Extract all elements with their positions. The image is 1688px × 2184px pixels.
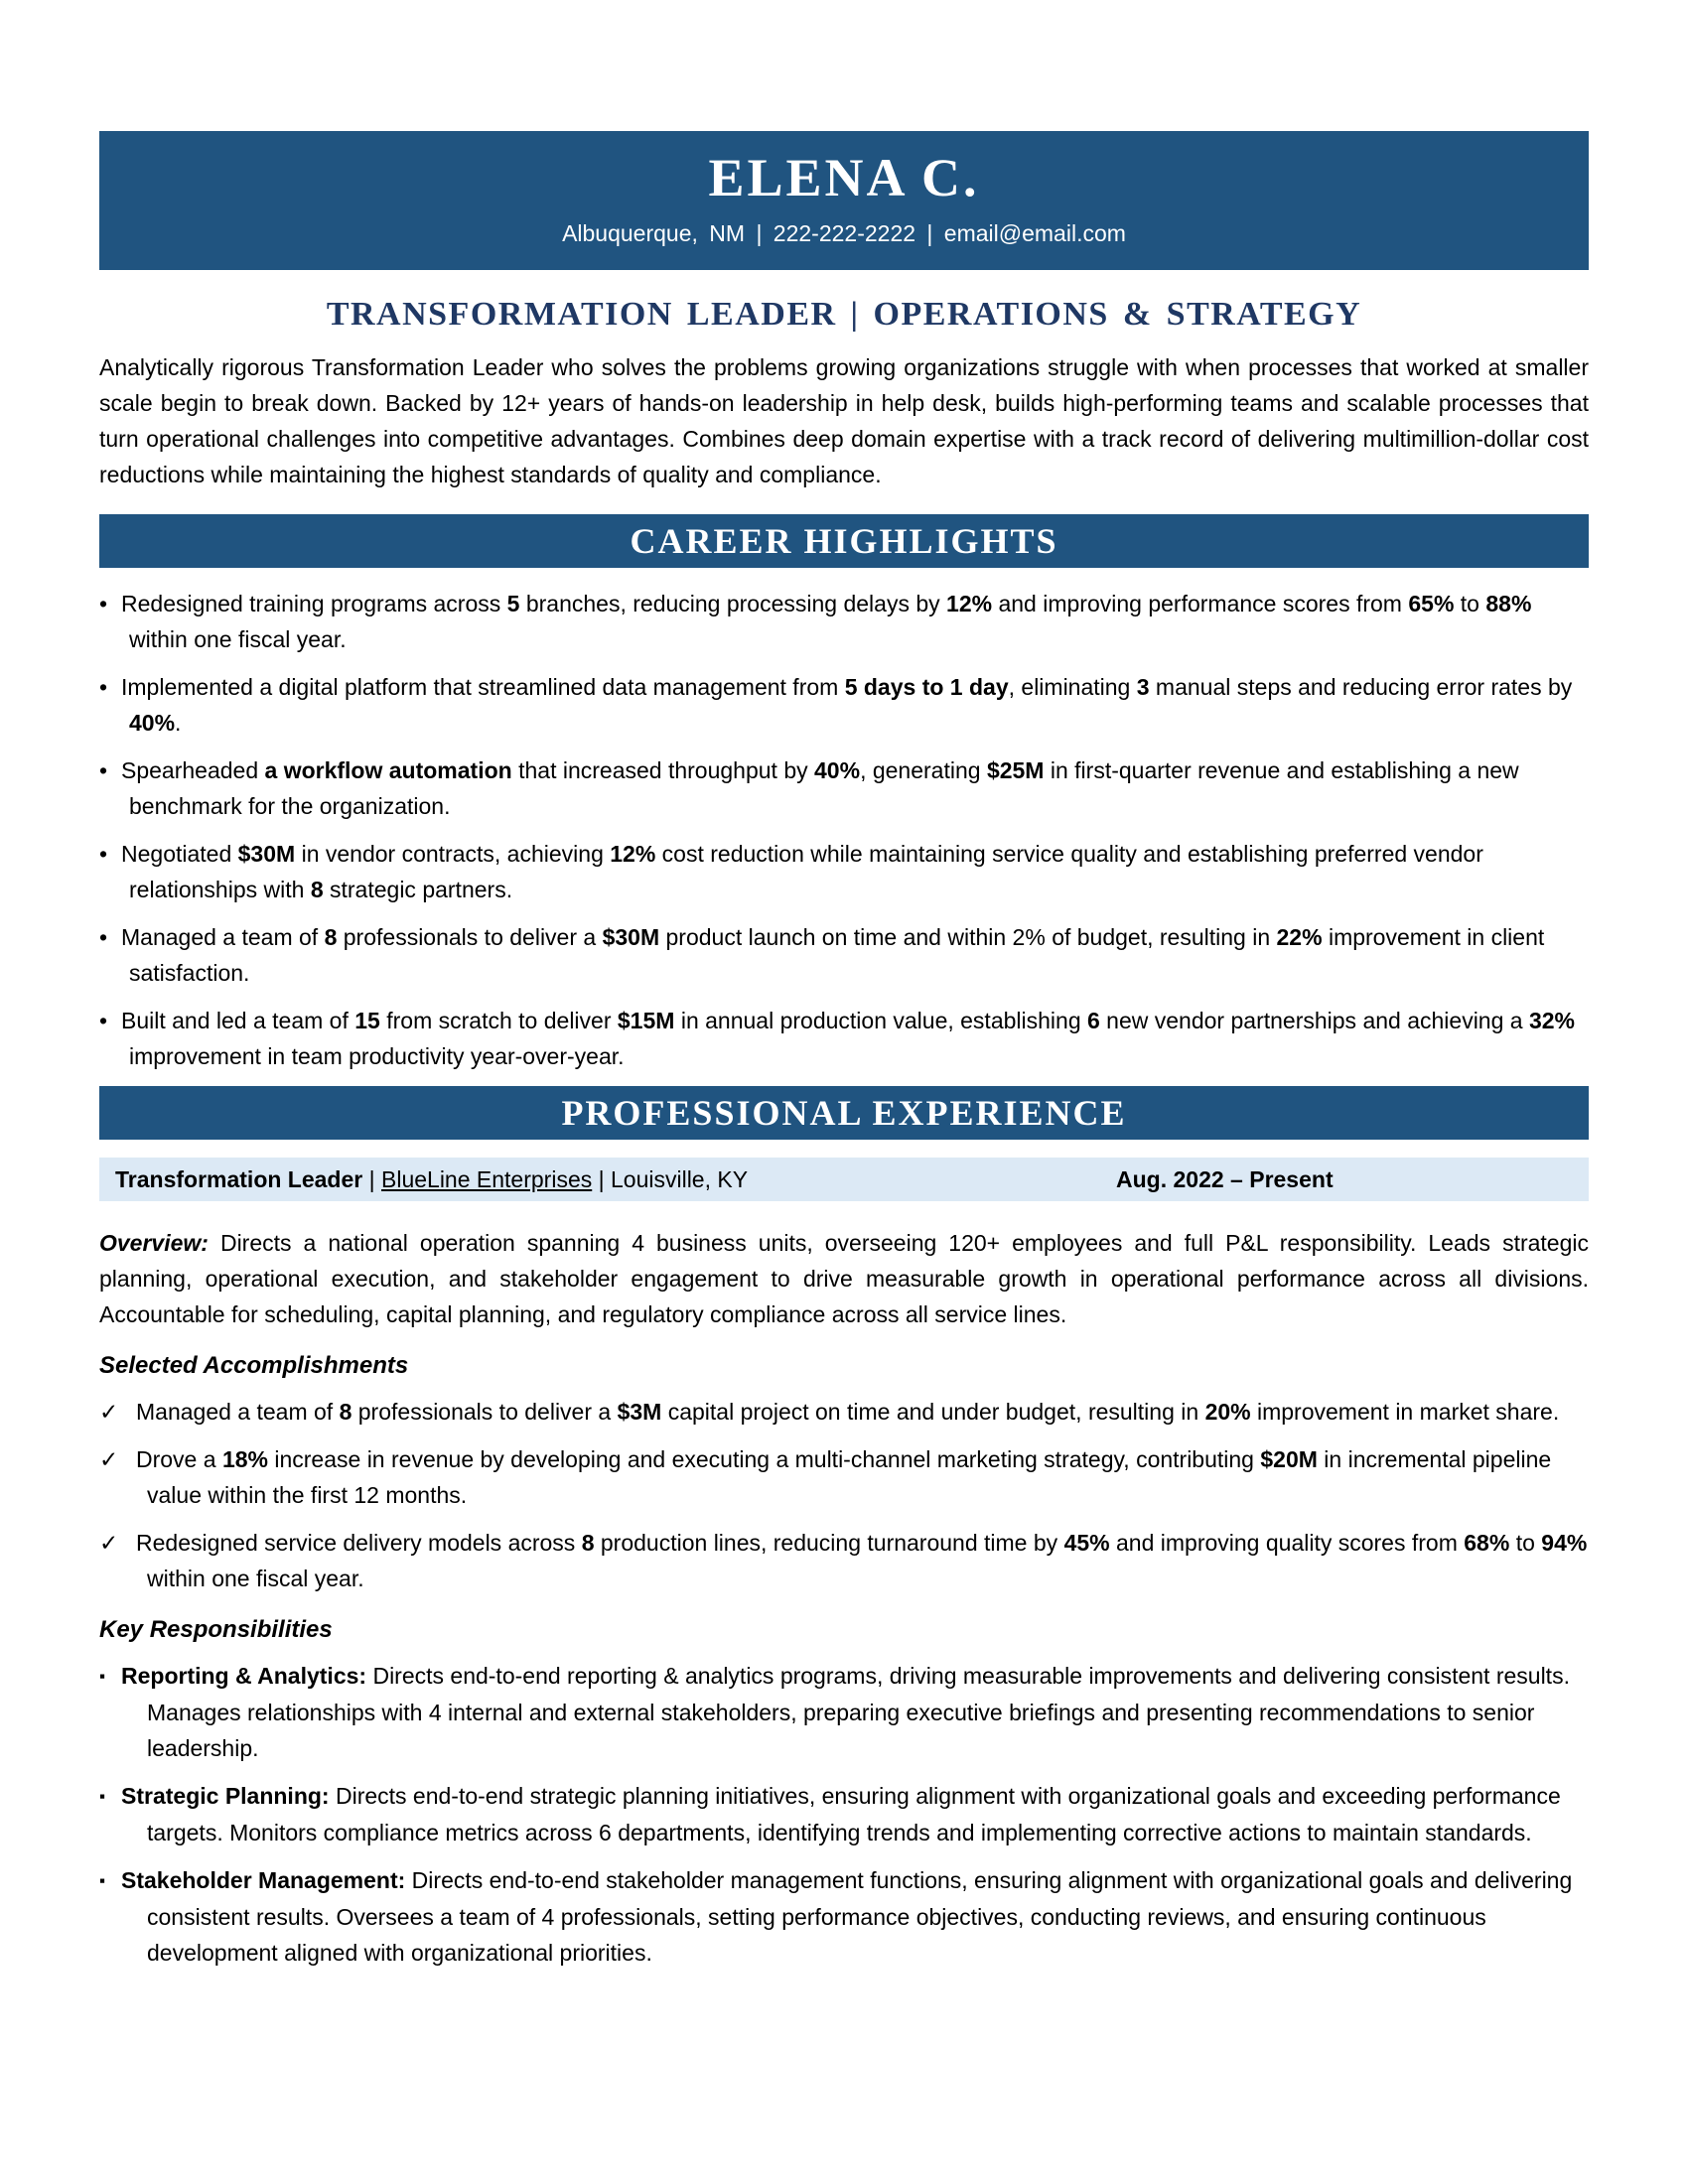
text-run: to [1509, 1530, 1542, 1556]
text-run: strategic partners. [323, 877, 513, 902]
text-run: 3 [1136, 674, 1150, 700]
text-run: | [362, 1165, 381, 1192]
text-run: 15 [354, 1008, 380, 1033]
bullet-marker: • [99, 674, 108, 700]
text-run: capital project on time and under budget, resulting in [661, 1399, 1205, 1425]
text-run: branches, reducing processing delays by [519, 591, 947, 616]
text-run: 8 [310, 877, 324, 902]
text-run: improvement in market share. [1250, 1399, 1560, 1425]
text-run: and improving performance scores from [992, 591, 1409, 616]
text-run: Negotiated [121, 841, 238, 867]
text-run: from scratch to deliver [379, 1008, 618, 1033]
text-run: 94% [1541, 1530, 1588, 1556]
text-run: $15M [617, 1008, 675, 1033]
bullet-marker: ✓ [99, 1530, 119, 1556]
text-run: in vendor contracts, achieving [295, 841, 611, 867]
text-run: improvement in client satisfaction. [129, 924, 1545, 986]
text-run: professionals to deliver a [337, 924, 603, 950]
key-responsibilities-list [99, 1658, 1589, 1971]
bullet-text [121, 674, 1572, 736]
text-run: 68% [1464, 1530, 1510, 1556]
text-run: 22% [1276, 924, 1323, 950]
bullet-marker: • [99, 924, 108, 950]
key-responsibilities-heading: Key Responsibilities [99, 1616, 333, 1643]
bullet-text [121, 1783, 1561, 1845]
text-run: in incremental pipeline value within the first 12 months. [147, 1446, 1552, 1508]
text-run: Managed a team of [121, 924, 325, 950]
text-run: 5 days to 1 day [844, 674, 1009, 700]
text-run: professionals to deliver a [352, 1399, 618, 1425]
text-run: manual steps and reducing error rates by [1149, 674, 1573, 700]
text-run: , generating [860, 757, 987, 783]
text-run: 18% [221, 1446, 268, 1472]
text-run: 12% [610, 841, 656, 867]
text-run: 8 [324, 924, 338, 950]
text-run: | Louisville, KY [592, 1165, 749, 1192]
list-item [99, 836, 1589, 907]
text-run: new vendor partnerships and achieving a [1099, 1008, 1529, 1033]
text-run: that increased throughput by [511, 757, 815, 783]
list-item [99, 919, 1589, 991]
bullet-marker: ▪ [99, 1787, 106, 1806]
text-run: to [1454, 591, 1486, 616]
text-run: Implemented a digital platform that streamlined data management from [121, 674, 845, 700]
text-run: and improving quality scores from [1109, 1530, 1465, 1556]
text-run: 12% [946, 591, 993, 616]
bullet-text [121, 1008, 1575, 1069]
text-run: in annual production value, establishing [674, 1008, 1087, 1033]
text-run: Reporting & Analytics: [121, 1663, 367, 1689]
text-run: 20% [1204, 1399, 1251, 1425]
job-header-row [99, 1158, 1589, 1201]
text-run: $25M [986, 757, 1045, 783]
selected-accomplishments-list [99, 1394, 1589, 1596]
text-run: improvement in team productivity year-over-year. [129, 1043, 625, 1069]
bullet-text [121, 757, 1519, 819]
text-run: 5 [506, 591, 520, 616]
text-run: 8 [339, 1399, 352, 1425]
list-item [99, 1658, 1589, 1766]
bullet-marker: • [99, 591, 108, 616]
bullet-marker: • [99, 1008, 108, 1033]
list-item [99, 586, 1589, 657]
job-title-company [115, 1166, 1116, 1193]
text-run: Directs a national operation spanning 4 business units, overseeing 120+ employees and full P&L responsibility. Leads strategic planning, operational execution, and stakeholder engagement to drive measurable growth in operational performance across all divisions. Accountable for scheduling, capital planning, and regulatory compliance across all service lines. [99, 1230, 1589, 1327]
bullet-marker: ✓ [99, 1399, 119, 1425]
bullet-marker: • [99, 757, 108, 783]
selected-accomplishments-heading: Selected Accomplishments [99, 1352, 409, 1379]
text-run: cost reduction while maintaining service quality and establishing preferred vendor relationships with [129, 841, 1483, 902]
text-run: Redesigned service delivery models across [136, 1530, 582, 1556]
text-run: 40% [129, 710, 176, 736]
job-dates: Aug. 2022 – Present [1116, 1165, 1334, 1192]
bullet-text [136, 1530, 1587, 1591]
text-run: Strategic Planning: [121, 1783, 330, 1809]
text-run: 65% [1408, 591, 1455, 616]
text-run: Built and led a team of [121, 1008, 355, 1033]
text-run: increase in revenue by developing and executing a multi-channel marketing strategy, contributing [267, 1446, 1261, 1472]
text-run: $3M [617, 1399, 662, 1425]
text-run: 6 [1087, 1008, 1100, 1033]
summary-paragraph: Analytically rigorous Transformation Leader who solves the problems growing organizations struggle with when processes that worked at smaller scale begin to break down. Backed by 12+ years of hands-on leadership in help desk, builds high-performing teams and scalable processes that turn operational challenges into competitive advantages. Combines deep domain expertise with a track record of delivering multimillion-dollar cost reductions while maintaining the highest standards of quality and compliance. [99, 354, 1589, 487]
bullet-marker: ▪ [99, 1871, 106, 1890]
text-run: Drove a [136, 1446, 222, 1472]
text-run: Redesigned training programs across [121, 591, 507, 616]
header-banner [99, 131, 1589, 270]
text-run: Directs end-to-end reporting & analytics programs, driving measurable improvements and delivering consistent results. Manages relationships with 4 internal and external stakeholders, preparing executive briefings and presenting recommendations to senior leadership. [147, 1663, 1570, 1761]
contact-line: Albuquerque, NM | 222-222-2222 | email@email.com [562, 220, 1126, 246]
text-run: a workflow automation [264, 757, 512, 783]
bullet-marker: • [99, 841, 108, 867]
text-run: Spearheaded [121, 757, 265, 783]
bullet-marker: ▪ [99, 1667, 106, 1686]
list-item [99, 1525, 1589, 1596]
text-run: $30M [602, 924, 660, 950]
text-run: 45% [1063, 1530, 1110, 1556]
bullet-text [121, 841, 1483, 902]
text-run: Overview: [99, 1230, 209, 1256]
list-item [99, 669, 1589, 741]
text-run: product launch on time and within 2% of budget, resulting in [659, 924, 1277, 950]
text-run: Stakeholder Management: [121, 1867, 406, 1893]
text-run: Managed a team of [136, 1399, 340, 1425]
bullet-text [121, 1867, 1572, 1966]
bullet-text [136, 1399, 1559, 1425]
bullet-text [121, 1663, 1570, 1761]
bullet-text [121, 591, 1531, 652]
section-heading-professional-experience: PROFESSIONAL EXPERIENCE [99, 1086, 1589, 1140]
text-run: 40% [814, 757, 861, 783]
bullet-marker: ✓ [99, 1446, 119, 1472]
job-overview-paragraph [99, 1225, 1589, 1332]
candidate-name: ELENA C. [708, 148, 980, 207]
text-run: production lines, reducing turnaround time by [594, 1530, 1064, 1556]
text-run: , eliminating [1008, 674, 1137, 700]
text-run: BlueLine Enterprises [381, 1165, 593, 1192]
text-run: . [175, 710, 182, 736]
career-highlights-list [99, 586, 1589, 1074]
text-run: Transformation Leader [115, 1165, 363, 1192]
text-run: in first-quarter revenue and establishing a new benchmark for the organization. [129, 757, 1519, 819]
list-item [99, 1003, 1589, 1074]
text-run: Directs end-to-end stakeholder management functions, ensuring alignment with organizational goals and delivering consistent results. Oversees a team of 4 professionals, setting performance objectives, conducting reviews, and ensuring continuous development aligned with organizational priorities. [147, 1867, 1573, 1966]
list-item [99, 752, 1589, 824]
list-item [99, 1394, 1589, 1430]
text-run: $20M [1260, 1446, 1318, 1472]
headline: TRANSFORMATION LEADER | OPERATIONS & STRATEGY [326, 296, 1362, 333]
list-item [99, 1778, 1589, 1850]
text-run: 88% [1485, 591, 1532, 616]
bullet-text [121, 924, 1544, 986]
text-run: 32% [1528, 1008, 1576, 1033]
section-heading-career-highlights: CAREER HIGHLIGHTS [99, 514, 1589, 568]
list-item [99, 1862, 1589, 1971]
text-run: within one fiscal year. [147, 1566, 364, 1591]
text-run: $30M [237, 841, 296, 867]
text-run: within one fiscal year. [129, 626, 347, 652]
list-item [99, 1441, 1589, 1513]
bullet-text [136, 1446, 1551, 1508]
text-run: 8 [581, 1530, 595, 1556]
text-run: Directs end-to-end strategic planning initiatives, ensuring alignment with organizational goals and exceeding performance targets. Monitors compliance metrics across 6 departments, identifying trends and implementing corrective actions to maintain standards. [147, 1783, 1561, 1845]
